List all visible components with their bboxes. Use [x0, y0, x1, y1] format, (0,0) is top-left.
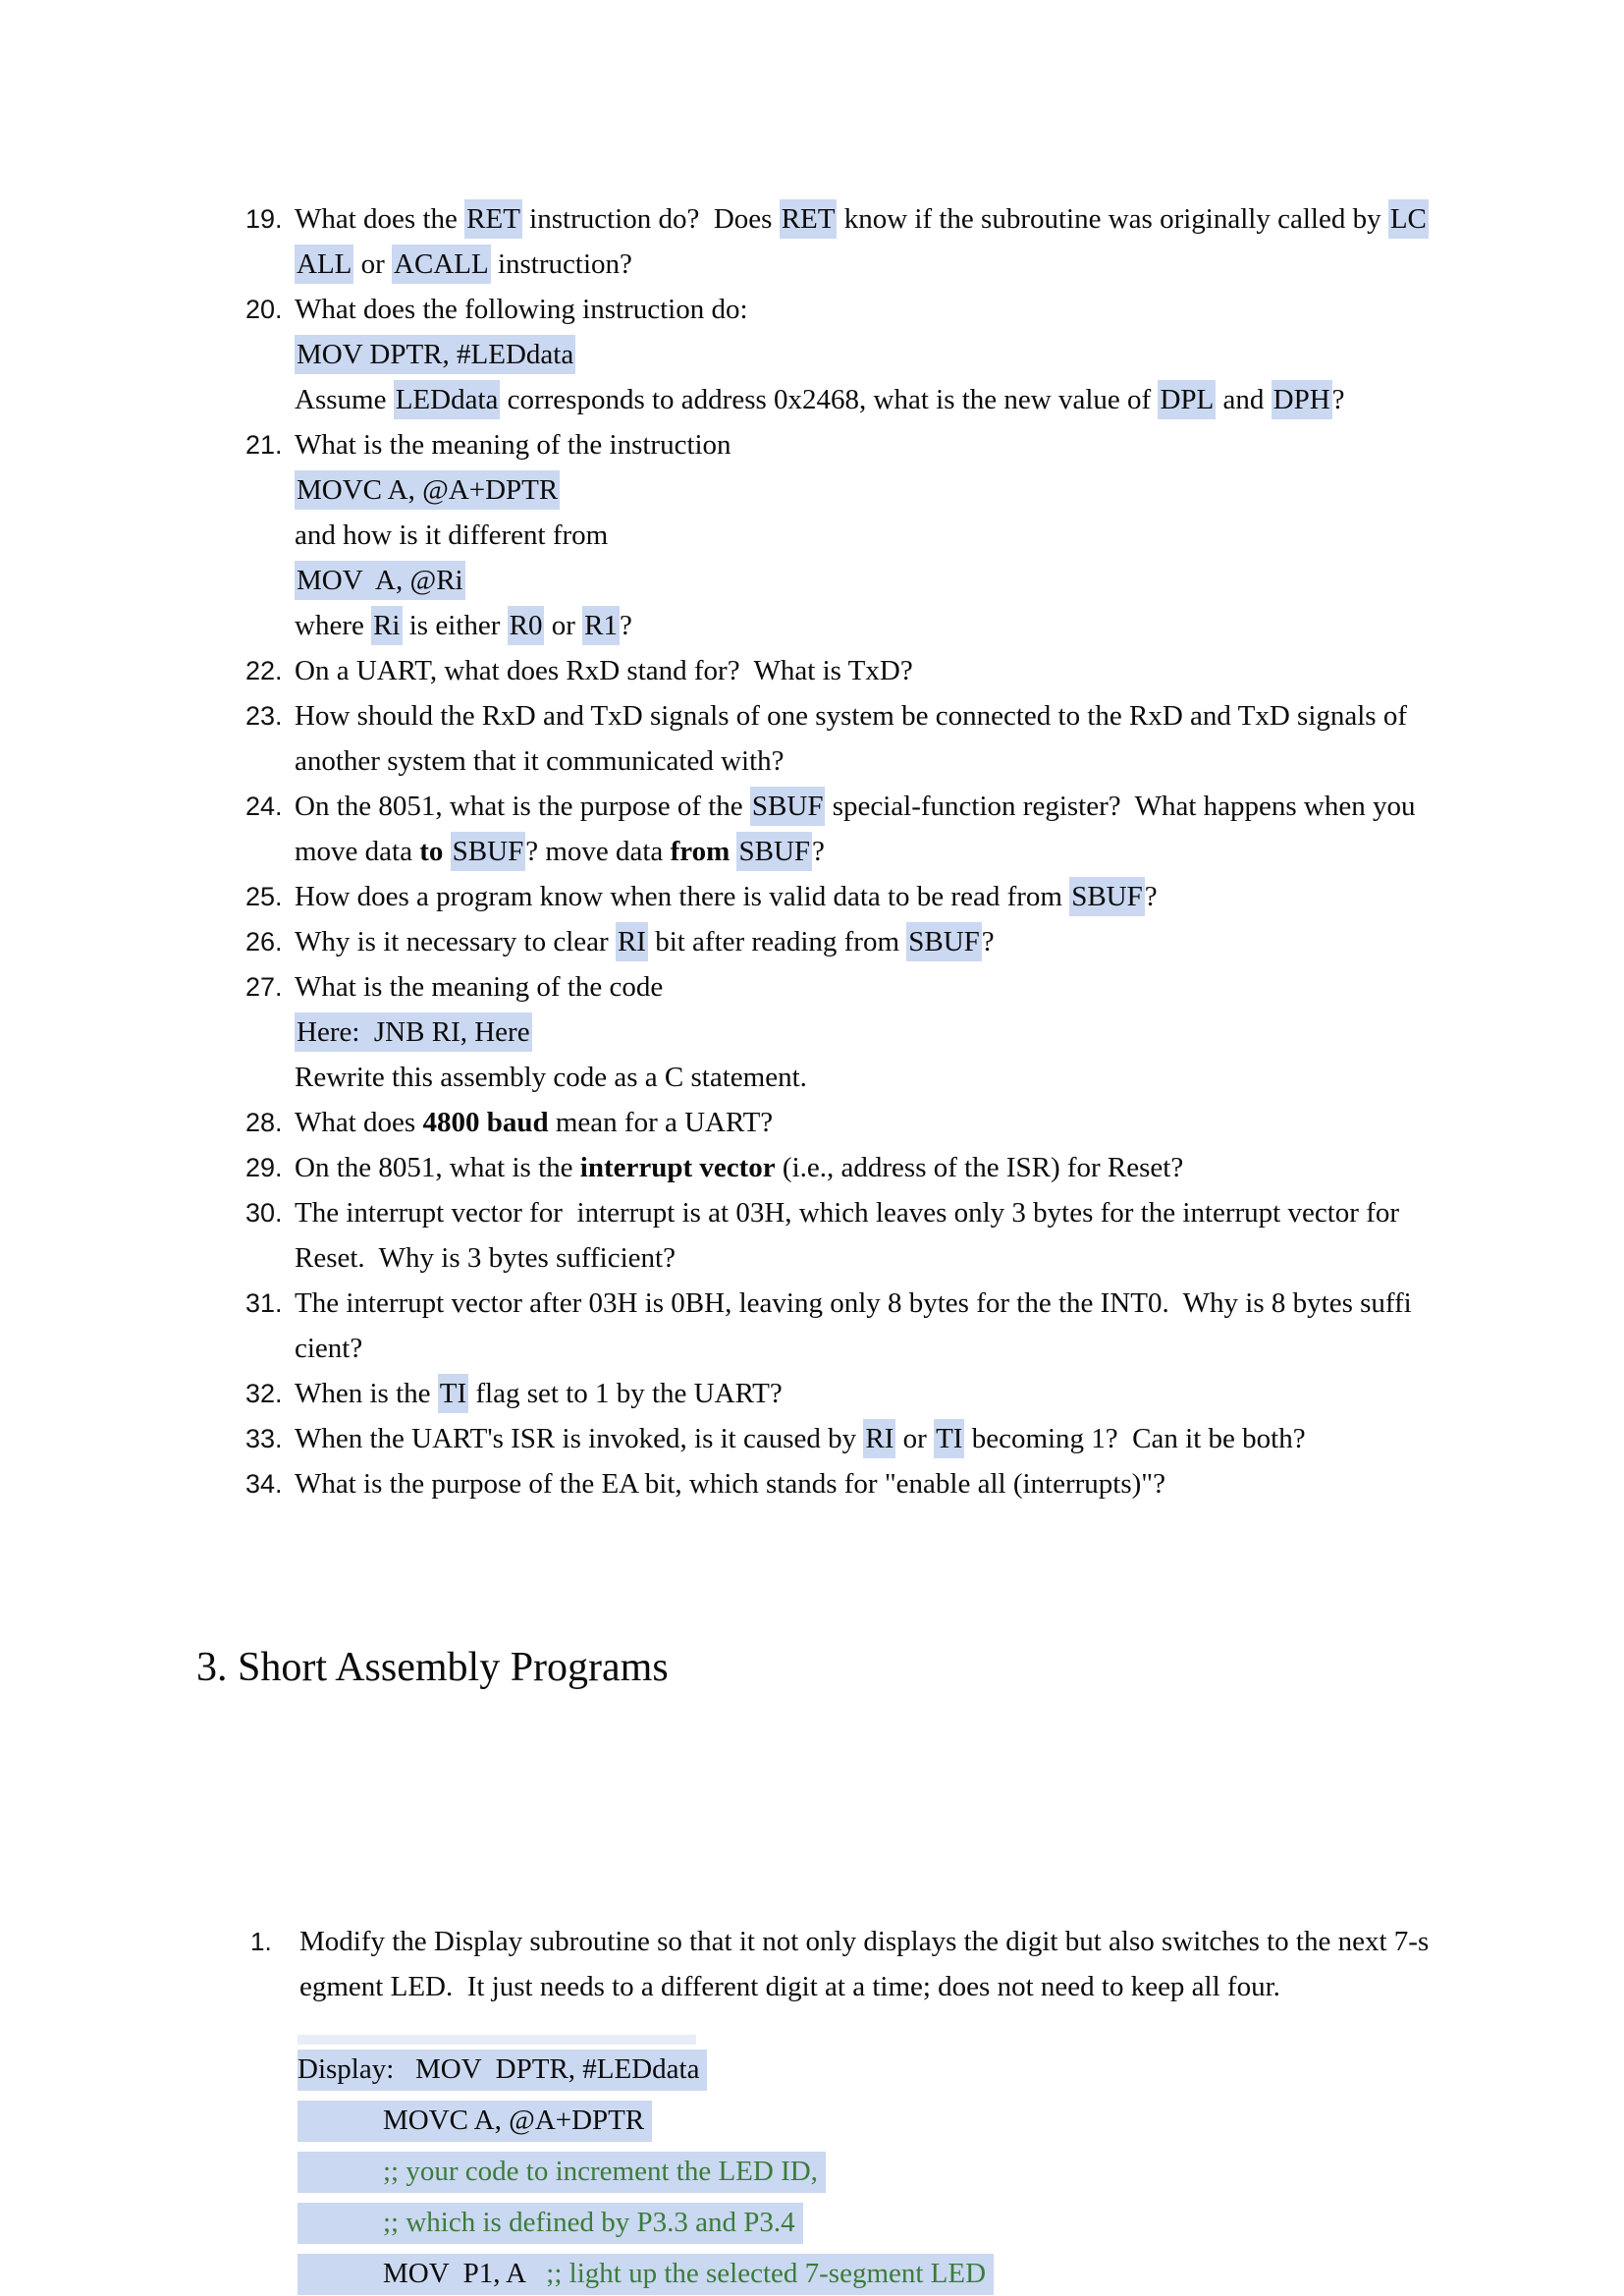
question-lines	[295, 874, 1506, 919]
question-lines	[295, 1416, 1506, 1461]
question-lines	[295, 648, 1506, 693]
question-line	[295, 603, 1506, 648]
highlighted-text: MOVC A, @A+DPTR	[295, 470, 560, 510]
text-segment: (i.e., address of the ISR) for Reset?	[775, 1152, 1184, 1183]
text-segment: egment LED. It just needs to a different digit at a time; does not need to keep all four.	[299, 1971, 1280, 2002]
question-item-31	[0, 1281, 1624, 1371]
text-segment: Reset. Why is 3 bytes sufficient?	[295, 1242, 676, 1274]
question-line	[295, 242, 1506, 287]
text-segment: instruction?	[490, 248, 632, 280]
text-segment: What does the	[295, 203, 465, 235]
question-line	[295, 1281, 1506, 1326]
code-line	[298, 2203, 1624, 2244]
text-segment: and	[1216, 384, 1272, 415]
question-line	[295, 467, 1506, 513]
question-lines	[295, 196, 1506, 287]
question-lines	[295, 784, 1506, 874]
highlighted-text: ACALL	[392, 245, 491, 284]
code-line	[298, 2050, 1624, 2091]
text-segment: and how is it different from	[295, 519, 609, 551]
text-segment: What is the purpose of the EA bit, which stands for "enable all (interrupts)"?	[295, 1468, 1165, 1500]
question-item-23	[0, 693, 1624, 784]
question-line	[295, 1461, 1506, 1506]
text-segment: mean for a UART?	[548, 1107, 774, 1138]
highlighted-text: R1	[582, 606, 620, 645]
text-segment: Modify the Display subroutine so that it not only displays the digit but also switches to the next 7-s	[299, 1926, 1430, 1957]
text-segment: instruction do? Does	[521, 203, 780, 235]
text-segment	[443, 836, 450, 867]
question-lines	[295, 1371, 1506, 1416]
code-line	[298, 2254, 1624, 2295]
question-number: 29.	[245, 1153, 283, 1182]
question-lines	[295, 1145, 1506, 1190]
question-line	[295, 1235, 1506, 1281]
question-line	[299, 1919, 1506, 1964]
question-item-30	[0, 1190, 1624, 1281]
question-line	[295, 1145, 1506, 1190]
text-segment: On the 8051, what is the purpose of the	[295, 791, 750, 822]
text-segment: How does a program know when there is valid data to be read from	[295, 881, 1070, 912]
text-segment: to	[419, 836, 444, 867]
question-line	[295, 377, 1506, 422]
highlighted-text: TI	[934, 1419, 964, 1458]
question-line	[295, 964, 1506, 1010]
text-segment: or	[895, 1423, 935, 1454]
question-line	[295, 1371, 1506, 1416]
code-highlight-band	[298, 2050, 707, 2091]
question-number: 28.	[245, 1108, 283, 1137]
text-segment	[298, 2207, 383, 2238]
text-segment: On the 8051, what is the	[295, 1152, 580, 1183]
text-segment: ?	[1144, 881, 1158, 912]
text-segment: cient?	[295, 1333, 363, 1364]
question-line	[295, 558, 1506, 603]
text-segment: know if the subroutine was originally called by	[837, 203, 1388, 235]
highlighted-text: SBUF	[451, 832, 526, 871]
section-heading: 3. Short Assembly Programs	[196, 1645, 669, 1690]
text-segment: MOVC A, @A+DPTR	[298, 2105, 645, 2136]
text-segment: Rewrite this assembly code as a C statement.	[295, 1062, 807, 1093]
question-lines	[295, 1190, 1506, 1281]
code-line	[298, 2152, 1624, 2193]
text-segment: ?	[1331, 384, 1345, 415]
highlighted-text: R0	[508, 606, 545, 645]
comment-text: ;; your code to increment the LED ID,	[383, 2156, 818, 2187]
text-segment: ?	[981, 926, 995, 957]
question-line	[295, 422, 1506, 467]
question-lines	[295, 287, 1506, 422]
highlighted-text: LC	[1388, 199, 1429, 239]
code-highlight-band	[298, 2152, 826, 2193]
question-number: 30.	[245, 1198, 283, 1228]
text-segment: What is the meaning of the code	[295, 971, 664, 1003]
assembly-question-list	[0, 1722, 1624, 2009]
question-line	[295, 513, 1506, 558]
code-highlight-band	[298, 2254, 994, 2295]
question-item-25	[0, 874, 1624, 919]
question-line	[295, 1190, 1506, 1235]
question-line	[295, 1326, 1506, 1371]
highlighted-text: MOV DPTR, #LEDdata	[295, 335, 575, 374]
text-segment: 4800 baud	[422, 1107, 549, 1138]
highlighted-text: Here: JNB RI, Here	[295, 1012, 532, 1052]
text-segment: What is the meaning of the instruction	[295, 429, 731, 461]
text-segment: interrupt vector	[579, 1152, 776, 1183]
highlighted-text: DPL	[1158, 380, 1216, 419]
text-segment: where	[295, 610, 372, 641]
question-number: 25.	[245, 882, 283, 911]
comment-text: ;; which is defined by P3.3 and P3.4	[383, 2207, 795, 2238]
text-segment: another system that it communicated with?	[295, 745, 785, 777]
question-item-28	[0, 1100, 1624, 1145]
question-number: 31.	[245, 1288, 283, 1318]
text-segment: What does	[295, 1107, 423, 1138]
text-segment: from	[670, 836, 731, 867]
question-lines	[295, 1100, 1506, 1145]
question-item-33	[0, 1416, 1624, 1461]
question-item-22	[0, 648, 1624, 693]
question-number: 19.	[245, 204, 283, 234]
code-line	[298, 2101, 1624, 2142]
question-line	[295, 1010, 1506, 1055]
text-segment: Why is it necessary to clear	[295, 926, 616, 957]
highlighted-text: SBUF	[736, 832, 812, 871]
text-segment: ?	[619, 610, 632, 641]
highlighted-text: ALL	[295, 245, 353, 284]
text-segment: special-function register? What happens when you	[825, 791, 1416, 822]
highlighted-text: LEDdata	[394, 380, 501, 419]
highlighted-text: TI	[438, 1374, 468, 1413]
highlighted-text: RI	[616, 922, 648, 961]
question-lines	[295, 1461, 1506, 1506]
text-segment: ?	[812, 836, 825, 867]
code-highlight-band	[298, 2203, 803, 2244]
question-line	[299, 1964, 1506, 2009]
text-segment: flag set to 1 by the UART?	[468, 1378, 783, 1409]
question-lines	[295, 1281, 1506, 1371]
text-segment: When the UART's ISR is invoked, is it caused by	[295, 1423, 864, 1454]
question-number: 23.	[245, 701, 283, 731]
highlighted-text: DPH	[1272, 380, 1332, 419]
text-segment: or	[544, 610, 583, 641]
question-number: 32.	[245, 1379, 283, 1408]
question-item-19	[0, 196, 1624, 287]
question-number: 27.	[245, 972, 283, 1002]
question-line	[295, 693, 1506, 738]
highlighted-text: SBUF	[750, 787, 826, 826]
text-segment: is either	[402, 610, 508, 641]
text-segment: Display: MOV DPTR, #LEDdata	[298, 2053, 700, 2085]
question-line	[295, 1416, 1506, 1461]
text-segment: ? move data	[525, 836, 671, 867]
text-segment	[298, 2156, 383, 2187]
question-lines	[295, 919, 1506, 964]
highlighted-text: Ri	[371, 606, 402, 645]
question-number: 33.	[245, 1424, 283, 1453]
comment-text: ;; light up the selected 7-segment LED	[546, 2258, 987, 2289]
question-line	[295, 648, 1506, 693]
code-highlight-band	[298, 2101, 652, 2142]
question-number: 21.	[245, 430, 283, 460]
question-item-20	[0, 287, 1624, 422]
question-item-21	[0, 422, 1624, 648]
text-segment: The interrupt vector after 03H is 0BH, leaving only 8 bytes for the the INT0. Why is 8 bytes suffi	[295, 1287, 1412, 1319]
question-item-34	[0, 1461, 1624, 1506]
question-lines	[295, 693, 1506, 784]
question-item-27	[0, 964, 1624, 1100]
highlighted-text: RI	[863, 1419, 895, 1458]
text-segment: How should the RxD and TxD signals of one system be connected to the RxD and TxD signals of	[295, 700, 1407, 732]
question-line	[295, 919, 1506, 964]
question-lines	[295, 422, 1506, 648]
text-segment: MOV P1, A	[298, 2258, 547, 2289]
question-line	[295, 1100, 1506, 1145]
text-segment: What does the following instruction do:	[295, 294, 748, 325]
highlighted-text: RET	[780, 199, 838, 239]
highlighted-text: MOV A, @Ri	[295, 561, 465, 600]
highlighted-text: RET	[464, 199, 522, 239]
text-segment: move data	[295, 836, 420, 867]
question-number: 22.	[245, 656, 283, 685]
question-lines	[295, 964, 1506, 1100]
text-segment: or	[353, 248, 393, 280]
question-number: 26.	[245, 927, 283, 957]
text-segment: becoming 1? Can it be both?	[964, 1423, 1306, 1454]
highlighted-text: SBUF	[1069, 877, 1145, 916]
question-line	[295, 829, 1506, 874]
question-number: 34.	[245, 1469, 283, 1499]
question-lines	[299, 1919, 1506, 2009]
question-item-24	[0, 784, 1624, 874]
assembly-item-1	[0, 1919, 1624, 2009]
question-line	[295, 332, 1506, 377]
question-item-32	[0, 1371, 1624, 1416]
question-number: 1.	[250, 1927, 272, 1956]
highlighted-text: SBUF	[906, 922, 982, 961]
question-item-29	[0, 1145, 1624, 1190]
text-segment: corresponds to address 0x2468, what is the new value of	[500, 384, 1159, 415]
text-segment: Assume	[295, 384, 394, 415]
question-line	[295, 738, 1506, 784]
question-item-26	[0, 919, 1624, 964]
question-number: 24.	[245, 792, 283, 821]
empty-highlight-bar	[298, 2035, 696, 2045]
assembly-code-block	[298, 2050, 1624, 2295]
question-line	[295, 784, 1506, 829]
text-segment: On a UART, what does RxD stand for? What is TxD?	[295, 655, 913, 686]
text-segment: bit after reading from	[647, 926, 907, 957]
text-segment: When is the	[295, 1378, 438, 1409]
question-line	[295, 874, 1506, 919]
question-line	[295, 287, 1506, 332]
question-line	[295, 196, 1506, 242]
text-segment: The interrupt vector for interrupt is at 03H, which leaves only 3 bytes for the interrupt vector for	[295, 1197, 1400, 1229]
question-number: 20.	[245, 295, 283, 324]
question-line	[295, 1055, 1506, 1100]
